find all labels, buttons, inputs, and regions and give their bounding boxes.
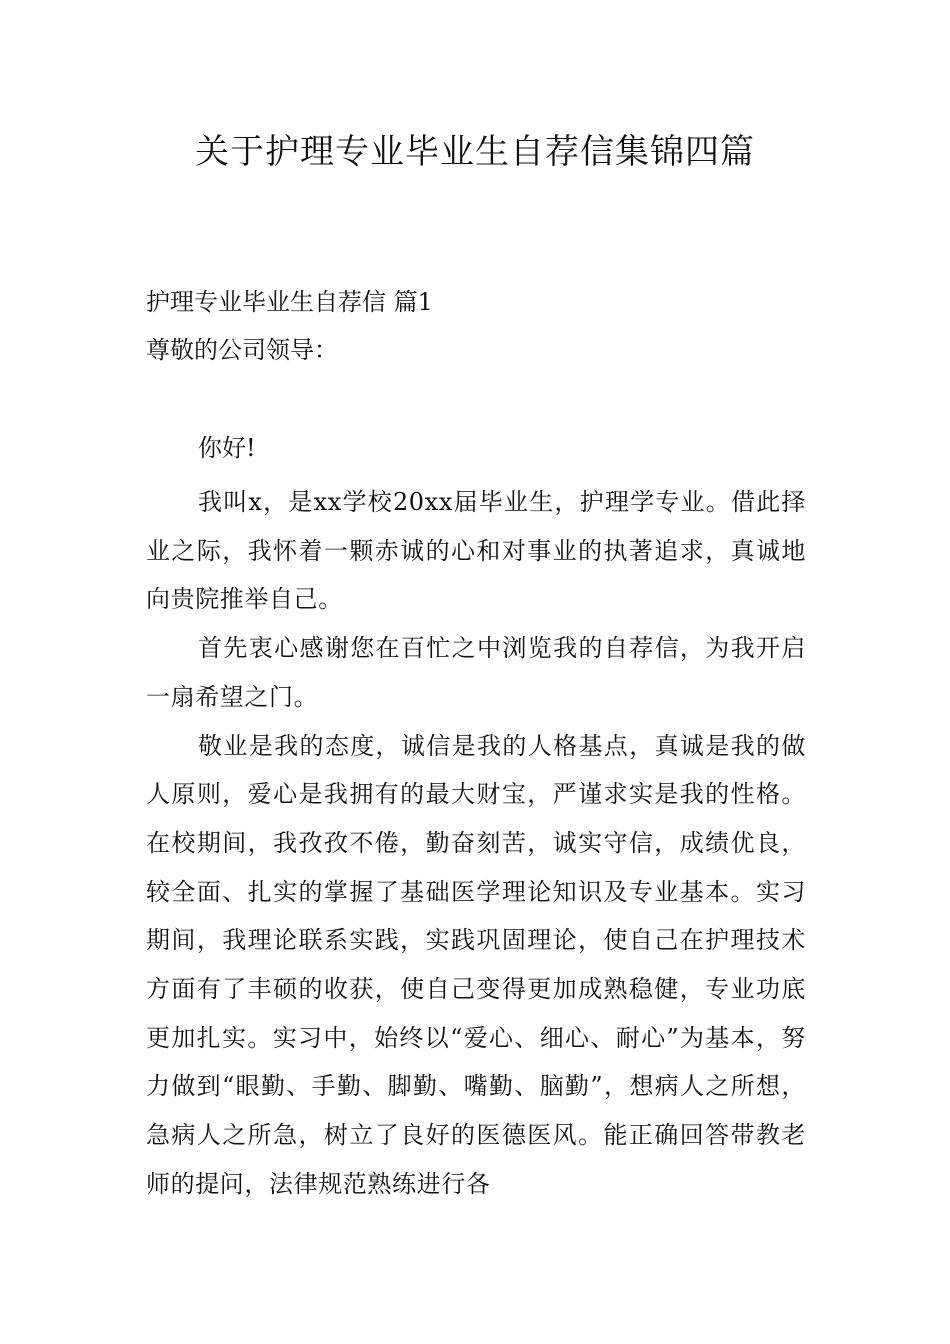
section-heading: 护理专业毕业生自荐信 篇1: [146, 288, 433, 316]
greeting: 你好!: [198, 434, 256, 462]
paragraph-experience: 敬业是我的态度，诚信是我的人格基点，真诚是我的做人原则，爱心是我拥有的最大财宝，严谨求实是我的性格。在校期间，我孜孜不倦，勤奋刻苦，诚实守信，成绩优良，较全面、扎实的掌握了基础医学理论知识及专业基本。实习期间，我理论联系实践，实践巩固理论，使自己在护理技术方面有了丰硕的收获，使自己变得更加成熟稳健，专业功底更加扎实。实习中，始终以“爱心、细心、耐心”为基本，努力做到“眼勤、手勤、脚勤、嘴勤、脑勤”，想病人之所想，急病人之所急，树立了良好的医德医风。能正确回答带教老师的提问，法律规范熟练进行各: [146, 731, 806, 1198]
paragraph-thanks: 首先衷心感谢您在百忙之中浏览我的自荐信，为我开启一扇希望之门。: [146, 634, 806, 711]
document-title: 关于护理专业毕业生自荐信集锦四篇: [195, 132, 755, 172]
salutation: 尊敬的公司领导：: [146, 336, 338, 364]
letter-body: [146, 478, 806, 1209]
paragraph-introduction: 我叫x，是xx学校20xx届毕业生，护理学专业。借此择业之际，我怀着一颗赤诚的心和对事业的执著追求，真诚地向贵院推举自己。: [146, 488, 806, 614]
